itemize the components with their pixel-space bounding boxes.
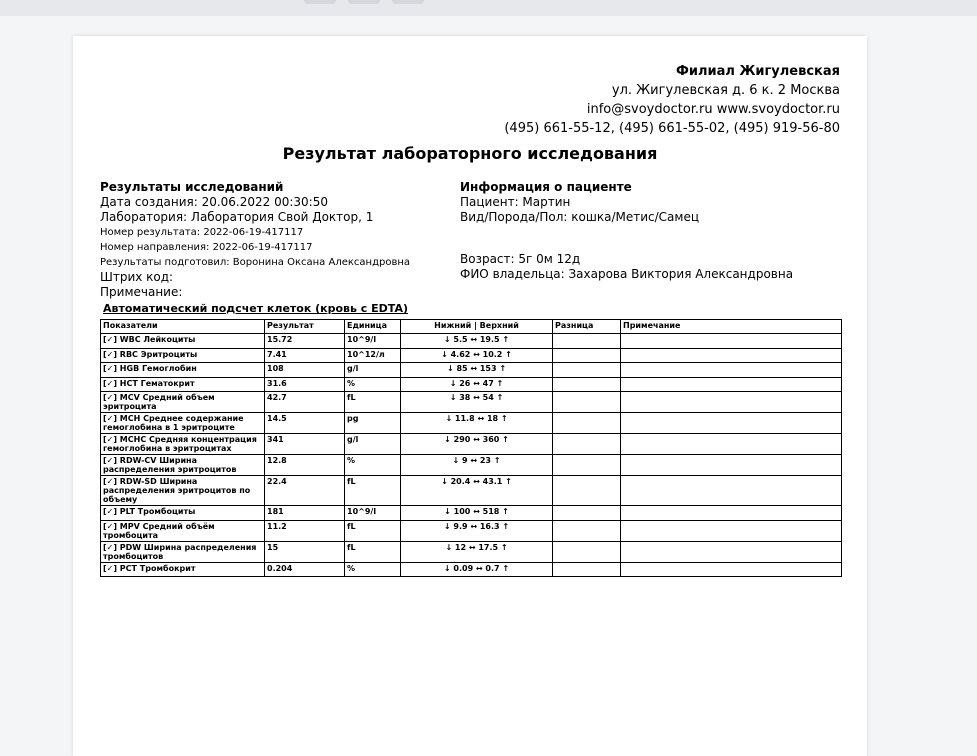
- clinic-header: [504, 62, 840, 138]
- referral-number: Номер направления: 2022-06-19-417117: [100, 242, 313, 253]
- col-header-range: Нижний | Верхний: [401, 320, 553, 334]
- branch-name: Филиал Жигулевская: [676, 64, 840, 79]
- barcode-label: Штрих код:: [100, 270, 174, 284]
- document-title: Результат лабораторного исследования: [282, 144, 658, 163]
- cell-diff: [553, 476, 621, 506]
- cell-range: ↓ 100 ↔ 518 ↑: [401, 506, 553, 521]
- cell-indicator: [✓] MPV Средний объём тромбоцита: [101, 520, 265, 541]
- patient-heading: Информация о пациенте: [460, 180, 632, 194]
- table-row: [101, 392, 842, 413]
- table-row: [101, 377, 842, 392]
- cell-range: ↓ 85 ↔ 153 ↑: [401, 363, 553, 378]
- cell-indicator: [✓] PCT Тромбокрит: [101, 562, 265, 577]
- cell-result: 11.2: [265, 520, 345, 541]
- table-row: [101, 434, 842, 455]
- cell-result: 14.5: [265, 413, 345, 434]
- branch-address: ул. Жигулевская д. 6 к. 2 Москва: [611, 83, 840, 98]
- cell-indicator: [✓] RDW-CV Ширина распределения эритроцитов: [101, 455, 265, 476]
- cell-unit: 10^12/л: [345, 348, 401, 363]
- cell-unit: g/l: [345, 434, 401, 455]
- table-row: [101, 334, 842, 349]
- cell-range: ↓ 0.09 ↔ 0.7 ↑: [401, 562, 553, 577]
- results-table: [100, 319, 842, 577]
- toolbar-button[interactable]: [392, 0, 424, 4]
- cell-unit: fL: [345, 520, 401, 541]
- cell-result: 181: [265, 506, 345, 521]
- cell-diff: [553, 363, 621, 378]
- cell-range: ↓ 20.4 ↔ 43.1 ↑: [401, 476, 553, 506]
- cell-diff: [553, 455, 621, 476]
- cell-diff: [553, 348, 621, 363]
- cell-unit: 10^9/l: [345, 334, 401, 349]
- note-label: Примечание:: [100, 285, 183, 299]
- col-header-note: Примечание: [621, 320, 842, 334]
- table-row: [101, 348, 842, 363]
- cell-range: ↓ 38 ↔ 54 ↑: [401, 392, 553, 413]
- laboratory: Лаборатория: Лаборатория Свой Доктор, 1: [100, 210, 374, 224]
- table-row: [101, 541, 842, 562]
- patient-name: Пациент: Мартин: [460, 195, 571, 209]
- cell-note: [621, 541, 842, 562]
- cell-unit: %: [345, 455, 401, 476]
- viewer-toolbar: [0, 0, 977, 16]
- cell-indicator: [✓] HGB Гемоглобин: [101, 363, 265, 378]
- cell-note: [621, 377, 842, 392]
- cell-result: 15.72: [265, 334, 345, 349]
- cell-range: ↓ 9 ↔ 23 ↑: [401, 455, 553, 476]
- cell-note: [621, 455, 842, 476]
- cell-diff: [553, 413, 621, 434]
- table-row: [101, 455, 842, 476]
- table-header-row: [101, 320, 842, 334]
- table-row: [101, 520, 842, 541]
- cell-diff: [553, 541, 621, 562]
- cell-indicator: [✓] MCH Среднее содержание гемоглобина в 1 эритроците: [101, 413, 265, 434]
- cell-result: 341: [265, 434, 345, 455]
- cell-diff: [553, 506, 621, 521]
- col-header-result: Результат: [265, 320, 345, 334]
- cell-unit: %: [345, 377, 401, 392]
- cell-unit: %: [345, 562, 401, 577]
- cell-result: 31.6: [265, 377, 345, 392]
- cell-note: [621, 363, 842, 378]
- cell-range: ↓ 290 ↔ 360 ↑: [401, 434, 553, 455]
- branch-contacts: info@svoydoctor.ru www.svoydoctor.ru: [586, 102, 840, 117]
- cell-range: ↓ 12 ↔ 17.5 ↑: [401, 541, 553, 562]
- cell-diff: [553, 377, 621, 392]
- cell-diff: [553, 562, 621, 577]
- results-heading: Результаты исследований: [100, 180, 284, 194]
- cell-indicator: [✓] WBC Лейкоциты: [101, 334, 265, 349]
- cell-result: 7.41: [265, 348, 345, 363]
- cell-diff: [553, 334, 621, 349]
- cell-unit: fL: [345, 541, 401, 562]
- cell-indicator: [✓] RDW-SD Ширина распределения эритроцитов по объему: [101, 476, 265, 506]
- section-title: Автоматический подсчет клеток (кровь с EDTA): [103, 302, 408, 315]
- cell-result: 15: [265, 541, 345, 562]
- cell-note: [621, 392, 842, 413]
- toolbar-button[interactable]: [304, 0, 336, 4]
- created-date: Дата создания: 20.06.2022 00:30:50: [100, 195, 328, 209]
- toolbar-button[interactable]: [348, 0, 380, 4]
- cell-unit: g/l: [345, 363, 401, 378]
- cell-note: [621, 506, 842, 521]
- cell-range: ↓ 26 ↔ 47 ↑: [401, 377, 553, 392]
- col-header-diff: Разница: [553, 320, 621, 334]
- cell-unit: fL: [345, 392, 401, 413]
- prepared-by: Результаты подготовил: Воронина Оксана Александровна: [100, 257, 411, 268]
- cell-note: [621, 413, 842, 434]
- cell-unit: 10^9/l: [345, 506, 401, 521]
- cell-indicator: [✓] PLT Тромбоциты: [101, 506, 265, 521]
- cell-range: ↓ 4.62 ↔ 10.2 ↑: [401, 348, 553, 363]
- cell-indicator: [✓] MCV Средний объем эритроцита: [101, 392, 265, 413]
- results-info: [100, 180, 450, 300]
- cell-unit: fL: [345, 476, 401, 506]
- owner-name: ФИО владельца: Захарова Виктория Александровна: [460, 267, 794, 281]
- cell-result: 0.204: [265, 562, 345, 577]
- cell-diff: [553, 434, 621, 455]
- cell-range: ↓ 5.5 ↔ 19.5 ↑: [401, 334, 553, 349]
- cell-result: 42.7: [265, 392, 345, 413]
- cell-result: 12.8: [265, 455, 345, 476]
- table-row: [101, 476, 842, 506]
- cell-result: 22.4: [265, 476, 345, 506]
- cell-range: ↓ 9.9 ↔ 16.3 ↑: [401, 520, 553, 541]
- branch-phones: (495) 661-55-12, (495) 661-55-02, (495) 919-56-80: [504, 121, 840, 136]
- patient-age: Возраст: 5г 0м 12д: [460, 252, 581, 266]
- cell-note: [621, 334, 842, 349]
- cell-note: [621, 476, 842, 506]
- table-row: [101, 363, 842, 378]
- cell-note: [621, 520, 842, 541]
- cell-indicator: [✓] RBC Эритроциты: [101, 348, 265, 363]
- result-number: Номер результата: 2022-06-19-417117: [100, 227, 304, 238]
- cell-note: [621, 434, 842, 455]
- cell-range: ↓ 11.8 ↔ 18 ↑: [401, 413, 553, 434]
- patient-info: [460, 180, 840, 282]
- document-page: [73, 36, 867, 756]
- patient-species: Вид/Порода/Пол: кошка/Метис/Самец: [460, 210, 699, 224]
- cell-diff: [553, 392, 621, 413]
- cell-unit: pg: [345, 413, 401, 434]
- cell-note: [621, 562, 842, 577]
- cell-indicator: [✓] MCHC Средняя концентрация гемоглобина в эритроцитах: [101, 434, 265, 455]
- cell-indicator: [✓] HCT Гематокрит: [101, 377, 265, 392]
- table-row: [101, 562, 842, 577]
- col-header-indicator: Показатели: [101, 320, 265, 334]
- table-row: [101, 506, 842, 521]
- cell-note: [621, 348, 842, 363]
- cell-indicator: [✓] PDW Ширина распределения тромбоцитов: [101, 541, 265, 562]
- col-header-unit: Единица: [345, 320, 401, 334]
- cell-diff: [553, 520, 621, 541]
- cell-result: 108: [265, 363, 345, 378]
- table-row: [101, 413, 842, 434]
